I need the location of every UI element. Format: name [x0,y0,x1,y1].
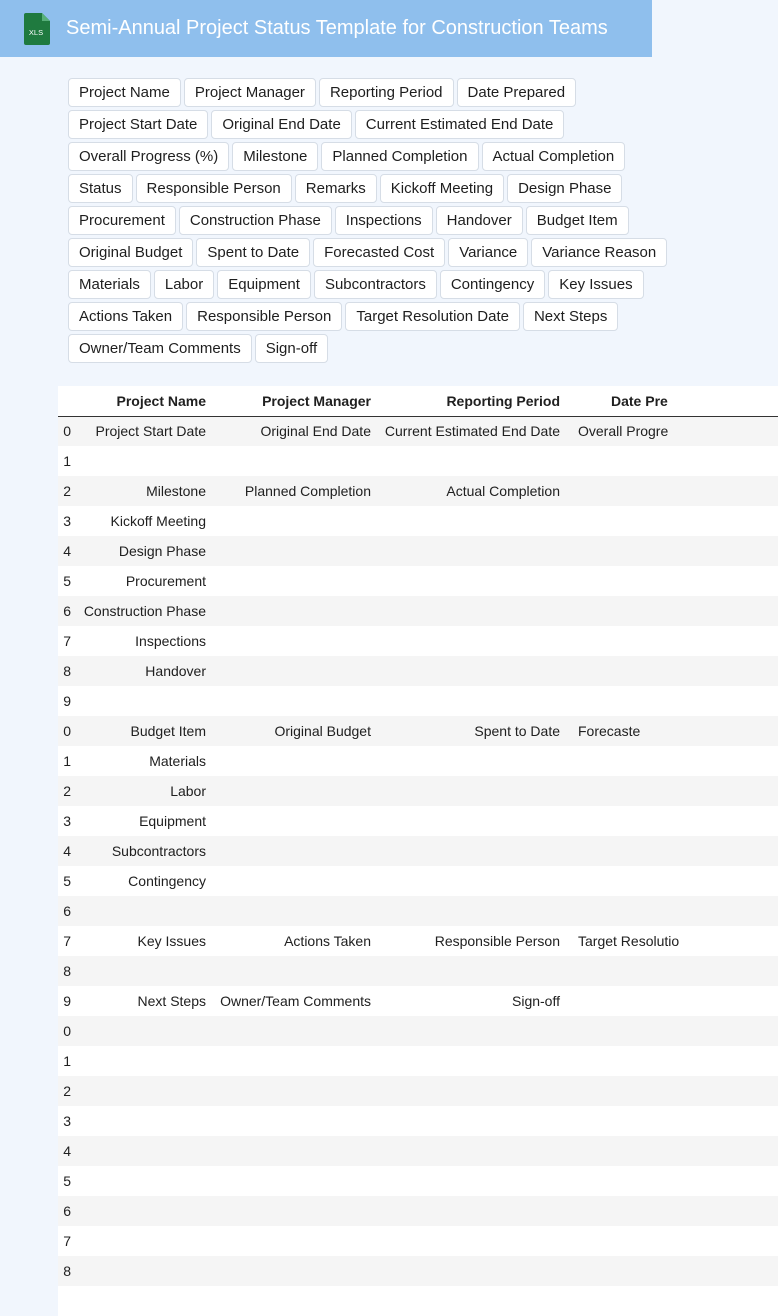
table-cell[interactable]: Forecaste [566,716,778,746]
table-cell[interactable] [377,896,566,926]
row-index: 8 [58,1256,72,1286]
column-chip[interactable]: Equipment [217,270,311,299]
table-cell[interactable] [212,1226,377,1256]
table-cell[interactable] [377,776,566,806]
table-cell[interactable] [212,866,377,896]
table-cell[interactable] [212,1076,377,1106]
column-chip[interactable]: Owner/Team Comments [68,334,252,363]
table-cell[interactable] [212,1196,377,1226]
column-chip[interactable]: Handover [436,206,523,235]
table-row [58,1046,778,1076]
table-cell[interactable] [566,896,778,926]
column-chip[interactable]: Date Prepared [457,78,577,107]
table-cell[interactable]: Kickoff Meeting [72,506,212,536]
table-cell[interactable]: Procurement [72,566,212,596]
table-row [58,1256,778,1286]
column-chip[interactable]: Kickoff Meeting [380,174,504,203]
table-cell[interactable]: Key Issues [72,926,212,956]
column-chip[interactable]: Original Budget [68,238,193,267]
column-chip[interactable]: Subcontractors [314,270,437,299]
table-cell[interactable] [566,476,778,506]
table-cell[interactable]: Current Estimated End Date [377,416,566,446]
row-index: 4 [58,1136,72,1166]
column-header[interactable]: Date Pre [566,386,778,416]
table-cell[interactable]: Owner/Team Comments [212,986,377,1016]
table-cell[interactable] [377,1136,566,1166]
column-header[interactable]: Reporting Period [377,386,566,416]
table-row [58,1226,778,1256]
row-index: 1 [58,746,72,776]
column-chip[interactable]: Status [68,174,133,203]
column-chip[interactable]: Reporting Period [319,78,454,107]
table-cell[interactable] [72,1016,212,1046]
table-cell[interactable] [72,1136,212,1166]
table-row [58,1286,778,1316]
column-chip[interactable]: Remarks [295,174,377,203]
row-index: 5 [58,866,72,896]
table-cell[interactable]: Actions Taken [212,926,377,956]
row-index: 8 [58,956,72,986]
column-chip[interactable]: Construction Phase [179,206,332,235]
table-cell[interactable]: Sign-off [377,986,566,1016]
table-row [58,536,778,566]
column-header[interactable]: Project Manager [212,386,377,416]
table-cell[interactable] [566,446,778,476]
column-chip[interactable]: Project Manager [184,78,316,107]
column-chip[interactable]: Contingency [440,270,545,299]
table-cell[interactable] [72,1286,212,1316]
column-chip[interactable]: Materials [68,270,151,299]
table-cell[interactable] [212,956,377,986]
row-index: 5 [58,1166,72,1196]
table-row [58,836,778,866]
column-chip[interactable]: Next Steps [523,302,618,331]
table-row [58,596,778,626]
table-cell[interactable] [377,1226,566,1256]
table-cell[interactable] [566,746,778,776]
table-cell[interactable] [377,566,566,596]
table-cell[interactable] [377,506,566,536]
row-index: 0 [58,416,72,446]
table-cell[interactable] [72,686,212,716]
column-header[interactable]: Project Name [72,386,212,416]
table-header-row [58,386,778,416]
row-index: 2 [58,1076,72,1106]
table-cell[interactable]: Inspections [72,626,212,656]
table-cell[interactable] [377,806,566,836]
table-row [58,896,778,926]
table-cell[interactable] [212,686,377,716]
table-cell[interactable] [566,596,778,626]
row-index: 1 [58,446,72,476]
column-chip[interactable]: Procurement [68,206,176,235]
row-index: 2 [58,776,72,806]
table-cell[interactable]: Original Budget [212,716,377,746]
row-index: 3 [58,806,72,836]
row-index: 3 [58,1106,72,1136]
table-cell[interactable] [566,956,778,986]
table-cell[interactable] [566,1136,778,1166]
table-row [58,446,778,476]
table-cell[interactable] [566,1226,778,1256]
table-cell[interactable] [377,1286,566,1316]
table-cell[interactable] [566,1016,778,1046]
table-cell[interactable] [566,506,778,536]
table-row [58,956,778,986]
table-row [58,776,778,806]
table-row [58,716,778,746]
table-cell[interactable] [566,986,778,1016]
row-index: 7 [58,1226,72,1256]
table-cell[interactable]: Subcontractors [72,836,212,866]
spreadsheet-table [63,386,680,1292]
table-cell[interactable] [566,1166,778,1196]
table-cell[interactable] [72,1046,212,1076]
row-index: 8 [58,656,72,686]
table-cell[interactable]: Materials [72,746,212,776]
table-cell[interactable]: Actual Completion [377,476,566,506]
column-chip[interactable]: Project Start Date [68,110,208,139]
column-chip[interactable]: Actual Completion [482,142,626,171]
table-row [58,506,778,536]
table-cell[interactable] [377,446,566,476]
table-cell[interactable]: Labor [72,776,212,806]
table-cell[interactable] [377,626,566,656]
table-cell[interactable] [377,1016,566,1046]
table-cell[interactable] [566,1046,778,1076]
table-cell[interactable] [377,866,566,896]
table-cell[interactable] [212,566,377,596]
column-chip[interactable]: Sign-off [255,334,328,363]
column-chip[interactable]: Variance [448,238,528,267]
column-chip[interactable]: Spent to Date [196,238,310,267]
table-cell[interactable] [377,1196,566,1226]
table-cell[interactable] [72,1076,212,1106]
table-cell[interactable]: Handover [72,656,212,686]
table-cell[interactable] [377,1076,566,1106]
row-index: 6 [58,1196,72,1226]
table-cell[interactable] [377,746,566,776]
table-cell[interactable]: Spent to Date [377,716,566,746]
table-cell[interactable]: Project Start Date [72,416,212,446]
table-cell[interactable] [377,1166,566,1196]
table-cell[interactable] [566,836,778,866]
excel-file-icon [23,13,51,45]
table-cell[interactable] [212,626,377,656]
row-index: 9 [58,986,72,1016]
table-cell[interactable] [377,836,566,866]
table-cell[interactable] [377,536,566,566]
table-cell[interactable]: Milestone [72,476,212,506]
table-cell[interactable] [377,686,566,716]
table-cell[interactable] [72,1166,212,1196]
row-index: 1 [58,1046,72,1076]
table-cell[interactable] [566,776,778,806]
column-chip[interactable]: Forecasted Cost [313,238,445,267]
column-chip[interactable]: Design Phase [507,174,622,203]
table-cell[interactable] [566,656,778,686]
table-cell[interactable] [72,1256,212,1286]
table-cell[interactable] [377,1046,566,1076]
table-row [58,1016,778,1046]
table-row [58,866,778,896]
table-cell[interactable] [377,1106,566,1136]
table-cell[interactable] [212,776,377,806]
column-chip[interactable]: Responsible Person [186,302,342,331]
table-cell[interactable] [566,806,778,836]
table-row [58,1106,778,1136]
table-cell[interactable]: Next Steps [72,986,212,1016]
table-cell[interactable] [72,446,212,476]
column-chip[interactable]: Current Estimated End Date [355,110,565,139]
table-cell[interactable]: Target Resolutio [566,926,778,956]
column-chip[interactable]: Overall Progress (%) [68,142,229,171]
table-cell[interactable]: Design Phase [72,536,212,566]
table-cell[interactable] [72,1196,212,1226]
table-cell[interactable] [212,596,377,626]
table-cell[interactable] [212,656,377,686]
column-chip[interactable]: Planned Completion [321,142,478,171]
table-cell[interactable] [72,1226,212,1256]
table-cell[interactable] [212,1136,377,1166]
table-cell[interactable]: Contingency [72,866,212,896]
table-cell[interactable]: Equipment [72,806,212,836]
table-cell[interactable] [566,1106,778,1136]
table-row [58,686,778,716]
row-index: 9 [58,686,72,716]
table-row [58,626,778,656]
table-cell[interactable] [72,1106,212,1136]
table-cell[interactable] [377,956,566,986]
table-cell[interactable] [72,956,212,986]
table-cell[interactable]: Original End Date [212,416,377,446]
row-index [58,1286,72,1316]
row-index: 4 [58,536,72,566]
column-chip[interactable]: Milestone [232,142,318,171]
table-cell[interactable]: Overall Progre [566,416,778,446]
table-row [58,1166,778,1196]
table-cell[interactable] [212,1286,377,1316]
table-row [58,656,778,686]
table-row [58,926,778,956]
table-cell[interactable] [566,1076,778,1106]
table-cell[interactable] [566,566,778,596]
table-row [58,566,778,596]
table-row [58,1076,778,1106]
column-chip[interactable]: Variance Reason [531,238,667,267]
column-chip[interactable]: Responsible Person [136,174,292,203]
table-cell[interactable] [212,1256,377,1286]
table-row [58,1136,778,1166]
table-cell[interactable] [566,1196,778,1226]
table-cell[interactable] [566,866,778,896]
table-row [58,476,778,506]
table-cell[interactable] [212,806,377,836]
table-row [58,746,778,776]
column-chip[interactable]: Project Name [68,78,181,107]
table-cell[interactable] [566,1286,778,1316]
column-chip-list [68,78,688,363]
row-index: 0 [58,716,72,746]
table-cell[interactable] [212,446,377,476]
column-chip[interactable]: Target Resolution Date [345,302,520,331]
row-index: 0 [58,1016,72,1046]
table-cell[interactable] [377,596,566,626]
table-cell[interactable] [566,1256,778,1286]
row-index: 2 [58,476,72,506]
table-cell[interactable] [212,536,377,566]
index-header [58,386,72,416]
table-row [58,1196,778,1226]
table-cell[interactable] [377,656,566,686]
svg-text:XLS: XLS [28,28,44,37]
table-row [58,986,778,1016]
row-index: 3 [58,506,72,536]
column-chip[interactable]: Actions Taken [68,302,183,331]
table-cell[interactable]: Planned Completion [212,476,377,506]
title-bar [0,0,652,57]
table-cell[interactable] [212,836,377,866]
page-title: Semi-Annual Project Status Template for Construction Teams [66,17,608,39]
table-cell[interactable] [566,686,778,716]
table-cell[interactable] [212,746,377,776]
column-chip[interactable]: Inspections [335,206,433,235]
table-cell[interactable]: Construction Phase [72,596,212,626]
row-index: 7 [58,626,72,656]
row-index: 5 [58,566,72,596]
row-index: 7 [58,926,72,956]
row-index: 6 [58,596,72,626]
table-cell[interactable] [377,1256,566,1286]
table-cell[interactable] [212,1016,377,1046]
column-chip[interactable]: Labor [154,270,214,299]
table-cell[interactable] [212,1166,377,1196]
table-row [58,416,778,446]
table-cell[interactable] [212,1046,377,1076]
table-cell[interactable] [212,506,377,536]
table-cell[interactable] [72,896,212,926]
table-cell[interactable] [212,896,377,926]
row-index: 6 [58,896,72,926]
column-chip[interactable]: Key Issues [548,270,643,299]
table-cell[interactable] [566,626,778,656]
row-index: 4 [58,836,72,866]
column-chip[interactable]: Budget Item [526,206,629,235]
table-cell[interactable]: Budget Item [72,716,212,746]
table-cell[interactable]: Responsible Person [377,926,566,956]
table-cell[interactable] [212,1106,377,1136]
table-row [58,806,778,836]
column-chip[interactable]: Original End Date [211,110,351,139]
table-cell[interactable] [566,536,778,566]
